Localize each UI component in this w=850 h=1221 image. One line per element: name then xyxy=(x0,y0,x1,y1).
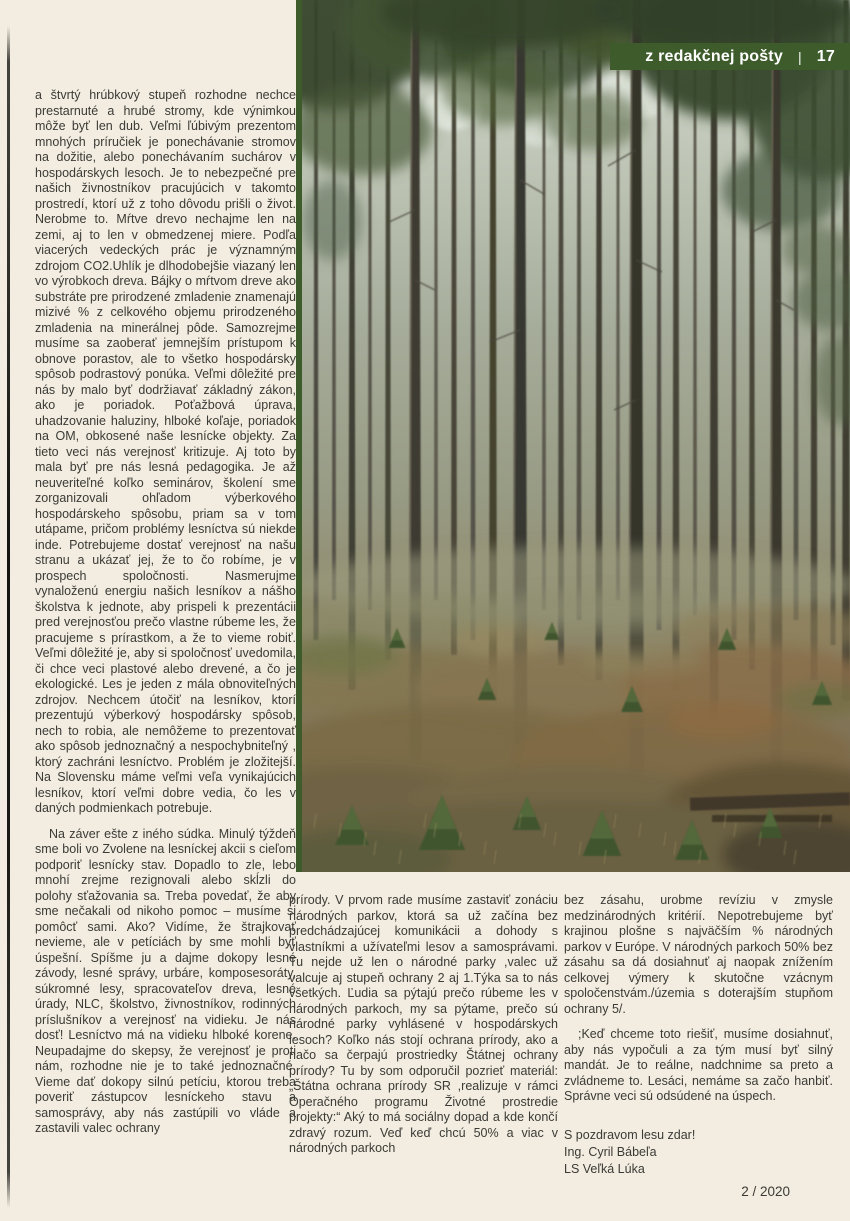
signature-block xyxy=(564,1127,833,1178)
column-middle xyxy=(289,893,558,1157)
header-separator: | xyxy=(797,48,802,65)
page-number: 17 xyxy=(816,47,835,65)
paragraph-left-1: a štvrtý hrúbkový stupeň rozhodne nechce prestarnuté a hrubé stromy, kde výnimkou môže byť len dub. Veľmi ľúbivým prezentom mnohých príručiek je ponechávanie stromov na dožitie, alebo ponechávaním suchárov v hospodárskych lesoch. Je to nebezpečné pre našich živnostníkov pracujúcich v takomto prostredí, ktorí už z toho dôvodu prišli o život. Nerobme to. Mŕtve drevo nechajme len na zemi, aj to len v obmedzenej miere. Podľa viacerých vedeckých prác je významným zdrojom CO2.Uhlík je dlhodobejšie viazaný len vo výrobkoch dreva. Bájky o mŕtvom dreve ako substráte pre prirodzené zmladenie znamenajú mizivé % z celkového objemu prirodzeného zmladenia na minerálnej pôde. Samozrejme musíme sa zaoberať jemnejším prístupom k obnove porastov, ale to všetko hospodársky spôsob podrastový ponúka. Veľmi dôležité pre nás by malo byť dodržiavať základný zákon, ako je poriadok. Poťažbová úprava, uhadzovanie haluziny, hlboké koľaje, poriadok na OM, obkosené naše lesnícke objekty. Za tieto veci nás verejnosť kritizuje. Aj toto by mala byť pre nás lesná pedagogika. Je až neuveriteľné koľko seminárov, školení sme zorganizovali ohľadom výberkového hospodárskeho spôsobu, priam sa v tom utápame, pričom problémy lesníctva sú niekde inde. Potrebujeme dostať verejnosť na našu stranu a ukázať jej, že to čo robíme, je v prospech spoločnosti. Nasmerujme vynaloženú energiu našich lesníkov a nášho školstva k jednote, aby prispeli k prezentácii pred verejnosťou prečo vlastne rúbeme les, že pracujeme s prírastkom, a že to vieme robiť. Veľmi dôležité je, aby si spoločnosť uvedomila, či chce veci plastové alebo drevené, a čo je ekologické. Les je jeden z mála obnoviteľných zdrojov. Nechcem útočiť na lesníkov, ktorí prezentujú výberkový hospodársky spôsob, nech to robia, ale nemôžeme to prezentovať ako spôsob jednoznačný a nespochybniteľný , ktorý zachráni lesníctvo. Problém je zložitejší. Na Slovensku máme veľmi veľa vynikajúcich lesníkov, ktorí veľmi dobre vedia, čo les v daných podmienkach potrebuje. xyxy=(35,88,296,815)
signature-line-3: LS Veľká Lúka xyxy=(564,1161,645,1176)
paragraph-right-1: bez zásahu, urobme revíziu v zmysle medzinárodných kritérií. Nepotrebujeme byť krajinou plošne s najväčším % národných parkov v Európe. V národných parkoch 50% bez zásahu sa dá dosiahnuť aj naopak znížením celkovej výmery k skutočne vzácnym spoločenstvám./územia s doterajším stupňom ochrany 5/. xyxy=(564,893,833,1016)
paragraph-middle-1: prírody. V prvom rade musíme zastaviť zonáciu národných parkov, ktorá sa už začína bez predchádzajúcej komunikácii a dohody s vlastníkmi a užívateľmi lesov a samosprávami. Tu nejde už len o národné parky ,valec už valcuje aj stupeň ochrany 2 aj 1.Týka sa to nás všetkých. Ľudia sa pýtajú prečo rúbeme les v národných parkoch, my sa pýtame, prečo sú národné parky vyhlásené v hospodárskych lesoch? Koľko nás stojí ochrana prírody, ako a načo sa čerpajú prostriedky Štátnej ochrany prírody? Tu by som odporučil pozrieť materiál: „Štátna ochrana prírody SR ,realizuje v rámci Operačného programu Životné prostredie projekty:“ Aký to má sociálny dopad a kde končí zdravý rozum. Veď keď chcú 50% a viac v národných parkoch xyxy=(289,893,558,1155)
column-right xyxy=(564,893,833,1178)
column-left xyxy=(35,88,296,1137)
forest-photo-svg xyxy=(302,0,850,872)
forest-photo xyxy=(302,0,850,872)
page-edge-line xyxy=(7,26,10,1208)
paragraph-right-2: ;Keď chceme toto riešiť, musíme dosiahnuť, aby nás vypočuli a za tým musí byť silný mandát. Je to reálne, nadchnime sa preto a zvládneme to. Lesáci, nemáme sa začo hanbiť. Správne veci sú odsúdené na úspech. xyxy=(564,1027,833,1103)
section-header xyxy=(610,43,850,70)
section-title: z redakčnej pošty xyxy=(645,47,783,65)
photo-accent-line xyxy=(296,0,302,872)
issue-number: 2 / 2020 xyxy=(741,1184,790,1199)
signature-line-2: Ing. Cyril Bábeľa xyxy=(564,1144,657,1159)
paragraph-left-2: Na záver ešte z iného súdka. Minulý týždeň sme boli vo Zvolene na lesníckej akcii s cieľom podporiť lesnícky stav. Dopadlo to zle, lebo mnohí zrejme rezignovali alebo skĺzli do polohy sťažovania sa. Treba povedať, že aby sme nečakali od nikoho pomoc – musíme si pomôcť sami. Ako? Vidíme, že štrajkovať nevieme, ale v petíciách by sme mohli byť úspešní. Spíšme ju a dajme dokopy lesné závody, lesné správy, urbáre, komposesoráty, súkromné lesy, spracovateľov dreva, lesné úrady, NLC, školstvo, živnostníkov, rodinných príslušníkov a verejnosť na vidieku. Je nás dosť! Lesníctvo má na vidieku hlboké korene. Neupadajme do skepsy, že verejnosť je proti nám, rozhodne nie je to také jednoznačné. Vieme dať dokopy silnú petíciu, ktorou treba poveriť zástupcov lesníckeho stavu a samosprávy, aby nás zastúpili vo vláde a zastavili valec ochrany xyxy=(35,826,296,1135)
signature-line-1: S pozdravom lesu zdar! xyxy=(564,1127,696,1142)
